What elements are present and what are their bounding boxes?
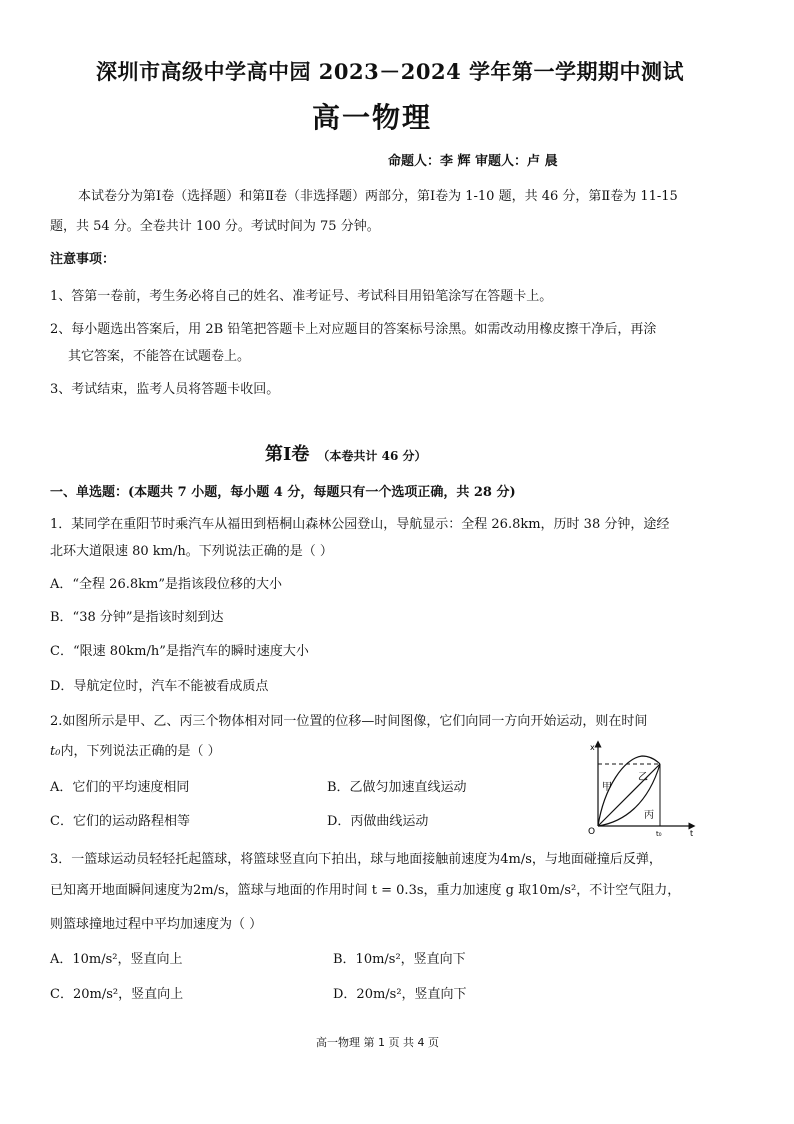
exam-subject: 高一物理 (312, 101, 433, 134)
notes-item-1: 1、答第一卷前，考生务必将自己的姓名、准考证号、考试科目用铅笔涂写在答题卡上。 (50, 289, 553, 304)
q3-stem-line-3: 则篮球撞地过程中平均加速度为（ ） (50, 917, 263, 932)
q2-option-b: B．乙做匀加速直线运动 (327, 780, 467, 795)
q3-stem-line-2: 已知离开地面瞬间速度为2m/s，篮球与地面的作用时间 t = 0.3s，重力加速度 g 取10m/s²，不计空气阻力， (50, 883, 681, 898)
q3-stem-line-1: 3．一篮球运动员轻轻托起篮球，将篮球竖直向下拍出，球与地面接触前速度为4m/s，与地面碰撞后反弹， (50, 852, 662, 867)
q3-option-a: A．10m/s²，竖直向上 (50, 952, 183, 967)
section-title-text: 第Ⅰ卷 (265, 444, 310, 465)
q2-option-a: A．它们的平均速度相同 (50, 780, 190, 795)
notes-item-2a: 2、每小题选出答案后，用 2B 铅笔把答题卡上对应题目的答案标号涂黑。如需改动用橡皮擦干净后，再涂 (50, 322, 657, 337)
intro-line-1: 本试卷分为第Ⅰ卷（选择题）和第Ⅱ卷（非选择题）两部分，第Ⅰ卷为 1-10 题，共 46 分，第Ⅱ卷为 11-15 (78, 189, 678, 204)
notes-heading: 注意事项： (50, 252, 116, 267)
q1-option-a: A．“全程 26.8km”是指该段位移的大小 (50, 577, 282, 592)
graph-x-axis-label: t (690, 829, 694, 838)
q1-stem-line-2: 北环大道限速 80 km/h。下列说法正确的是（ ） (50, 544, 333, 559)
q3-option-c: C．20m/s²，竖直向上 (50, 987, 184, 1002)
q1-stem-line-1: 1．某同学在重阳节时乘汽车从福田到梧桐山森林公园登山，导航显示：全程 26.8km，历时 38 分钟，途经 (50, 517, 670, 532)
q3-option-b: B．10m/s²，竖直向下 (333, 952, 466, 967)
q2-stem-line-1: 2.如图所示是甲、乙、丙三个物体相对同一位置的位移—时间图像，它们向同一方向开始运动，则在时间 (50, 714, 648, 729)
curve-label-yi: 乙 (638, 772, 648, 783)
q2-displacement-time-graph (584, 738, 704, 838)
exam-title: 深圳市高级中学高中园 2023－2024 学年第一学期期中测试 (96, 59, 685, 84)
curve-label-jia: 甲 (602, 782, 612, 793)
section-title (265, 440, 426, 466)
q1-option-d: D．导航定位时，汽车不能被看成质点 (50, 679, 269, 694)
section-note: （本卷共计 46 分） (317, 449, 427, 463)
exam-authors: 命题人：李 辉 审题人：卢 晨 (388, 154, 558, 169)
q2-stem-line-2 (50, 740, 221, 759)
curve-label-bing: 丙 (644, 810, 654, 821)
q2-option-c: C．它们的运动路程相等 (50, 814, 190, 829)
q2-stem-line-2-text: 内，下列说法正确的是（ ） (60, 744, 221, 759)
q2-option-d: D．丙做曲线运动 (327, 814, 429, 829)
intro-line-2: 题，共 54 分。全卷共计 100 分。考试时间为 75 分钟。 (50, 219, 380, 234)
q2-time-variable: t₀ (50, 744, 61, 759)
notes-item-2b: 其它答案，不能答在试题卷上。 (68, 349, 251, 364)
q3-option-d: D．20m/s²，竖直向下 (333, 987, 467, 1002)
graph-t0-label: t₀ (656, 830, 662, 838)
q1-option-b: B．“38 分钟”是指该时刻到达 (50, 610, 224, 625)
part-heading: 一、单选题：(本题共 7 小题，每小题 4 分，每题只有一个选项正确，共 28 分) (50, 485, 516, 500)
q1-option-c: C．“限速 80km/h”是指汽车的瞬时速度大小 (50, 644, 309, 659)
graph-y-axis-label: x (590, 743, 595, 752)
graph-origin-label: O (588, 827, 596, 837)
notes-item-3: 3、考试结束，监考人员将答题卡收回。 (50, 382, 280, 397)
page-footer: 高一物理 第 1 页 共 4 页 (316, 1036, 439, 1049)
